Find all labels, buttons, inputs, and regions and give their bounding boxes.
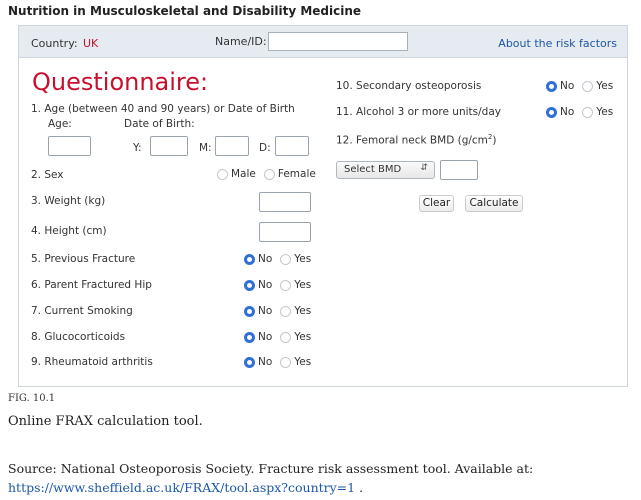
calculate-button[interactable]: Calculate [465,195,523,212]
glucocorticoids-yes-label: Yes [294,331,312,343]
tool-topbar [19,26,627,58]
questionnaire-title: Questionnaire: [32,68,209,96]
parent-hip-no-label: No [258,279,273,291]
dob-year-input[interactable] [150,136,188,156]
glucocorticoids-yes-radio[interactable] [280,332,291,343]
q12-bmd-text: 12. Femoral neck BMD (g/cm [336,134,488,147]
previous-fracture-yes-radio[interactable] [280,254,291,265]
dob-month-label: M: [199,142,212,154]
previous-fracture-no-label: No [258,253,273,265]
bmd-value-input[interactable] [440,160,478,180]
sex-male-label: Male [231,168,256,180]
figure-label: FIG. 10.1 [8,393,56,404]
previous-fracture-yes-label: Yes [294,253,312,265]
q11-alcohol-label: 11. Alcohol 3 or more units/day [336,106,501,118]
previous-fracture-radio-group [244,253,311,265]
smoking-radio-group [244,305,311,317]
alcohol-radio-group [546,106,613,118]
q9-rheumatoid-label: 9. Rheumatoid arthritis [31,356,153,368]
q4-height-label: 4. Height (cm) [31,225,107,237]
dob-day-label: D: [259,142,271,154]
figure-source [8,459,628,497]
glucocorticoids-no-radio[interactable] [244,332,255,343]
alcohol-yes-radio[interactable] [582,107,593,118]
secondary-osteoporosis-radio-group [546,80,613,92]
smoking-yes-label: Yes [294,305,312,317]
sex-female-radio[interactable] [264,169,275,180]
dob-month-input[interactable] [215,136,249,156]
weight-input[interactable] [259,192,311,212]
figure-caption: Online FRAX calculation tool. [8,414,203,429]
q12-bmd-label [336,133,497,147]
age-input[interactable] [48,136,91,156]
alcohol-no-label: No [560,106,575,118]
alcohol-yes-label: Yes [596,106,614,118]
q3-weight-label: 3. Weight (kg) [31,195,106,207]
rheumatoid-radio-group [244,356,311,368]
q1-age-label: 1. Age (between 40 and 90 years) or Date of Birth [31,103,295,115]
secondary-osteoporosis-no-radio[interactable] [546,81,557,92]
source-end: . [355,480,364,495]
q5-previous-fracture-label: 5. Previous Fracture [31,253,136,265]
dob-day-input[interactable] [275,136,309,156]
sex-radio-group [217,168,316,180]
bmd-select-value: Select BMD [344,164,402,175]
age-label: Age: [48,118,72,130]
sex-female-label: Female [277,168,316,180]
frax-tool-panel [18,25,628,387]
secondary-osteoporosis-yes-radio[interactable] [582,81,593,92]
clear-button[interactable]: Clear [419,195,454,212]
bmd-select[interactable] [336,161,435,179]
parent-hip-yes-label: Yes [294,279,312,291]
select-arrows-icon: ⇵ [420,163,428,173]
glucocorticoids-no-label: No [258,331,273,343]
secondary-osteoporosis-yes-label: Yes [596,80,614,92]
country-value[interactable]: UK [83,37,99,50]
q7-smoking-label: 7. Current Smoking [31,305,133,317]
name-id-label: Name/ID: [215,35,267,48]
about-risk-factors-link[interactable]: About the risk factors [498,37,617,50]
parent-hip-radio-group [244,279,311,291]
rheumatoid-no-label: No [258,356,273,368]
smoking-no-label: No [258,305,273,317]
height-input[interactable] [259,222,311,242]
sex-male-radio[interactable] [217,169,228,180]
rheumatoid-yes-radio[interactable] [280,357,291,368]
rheumatoid-no-radio[interactable] [244,357,255,368]
alcohol-no-radio[interactable] [546,107,557,118]
parent-hip-no-radio[interactable] [244,280,255,291]
smoking-yes-radio[interactable] [280,306,291,317]
book-header: Nutrition in Musculoskeletal and Disability Medicine [8,4,362,18]
dob-year-label: Y: [133,142,142,154]
name-id-input[interactable] [268,32,408,51]
smoking-no-radio[interactable] [244,306,255,317]
source-url-link[interactable]: https://www.sheffield.ac.uk/FRAX/tool.aspx?country=1 [8,480,356,495]
dob-label: Date of Birth: [124,118,195,130]
source-text: Source: National Osteoporosis Society. Fracture risk assessment tool. Available at: [8,461,534,476]
q12-bmd-sup: 2 [487,133,493,141]
previous-fracture-no-radio[interactable] [244,254,255,265]
q12-bmd-close: ) [492,134,497,147]
country-label: Country: [31,37,78,50]
secondary-osteoporosis-no-label: No [560,80,575,92]
q8-glucocorticoids-label: 8. Glucocorticoids [31,331,126,343]
glucocorticoids-radio-group [244,331,311,343]
q2-sex-label: 2. Sex [31,169,64,181]
rheumatoid-yes-label: Yes [294,356,312,368]
q10-secondary-osteoporosis-label: 10. Secondary osteoporosis [336,80,482,92]
parent-hip-yes-radio[interactable] [280,280,291,291]
q6-parent-hip-label: 6. Parent Fractured Hip [31,279,152,291]
